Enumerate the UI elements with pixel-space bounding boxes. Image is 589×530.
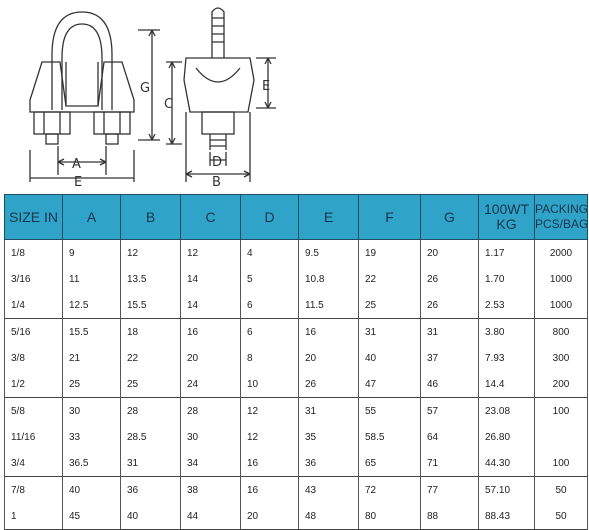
table-cell: 40 xyxy=(121,503,181,530)
table-cell: 28 xyxy=(121,398,181,425)
table-cell: 22 xyxy=(121,345,181,371)
table-cell: 1 xyxy=(5,503,63,530)
table-cell: 25 xyxy=(121,371,181,398)
table-cell: 26 xyxy=(299,371,359,398)
table-cell: 1000 xyxy=(535,292,588,319)
table-cell: 26.80 xyxy=(479,424,535,450)
table-cell: 10.8 xyxy=(299,266,359,292)
table-row xyxy=(5,477,588,504)
header-packing: PACKING PCS/BAG xyxy=(535,195,588,240)
table-cell: 22 xyxy=(359,266,421,292)
table-row xyxy=(5,292,588,319)
table-cell: 20 xyxy=(181,345,241,371)
table-cell: 31 xyxy=(421,319,479,346)
table-cell: 9 xyxy=(63,240,121,267)
specification-table-container xyxy=(4,194,587,524)
table-cell: 36.5 xyxy=(63,450,121,477)
table-cell: 15.5 xyxy=(63,319,121,346)
table-cell: 30 xyxy=(181,424,241,450)
table-cell: 47 xyxy=(359,371,421,398)
table-row xyxy=(5,450,588,477)
table-cell: 31 xyxy=(121,450,181,477)
table-cell: 20 xyxy=(241,503,299,530)
table-row xyxy=(5,240,588,267)
table-cell: 80 xyxy=(359,503,421,530)
table-cell: 1/4 xyxy=(5,292,63,319)
table-cell: 44.30 xyxy=(479,450,535,477)
table-cell: 5/16 xyxy=(5,319,63,346)
side-dim-c-label: C xyxy=(164,97,174,112)
table-cell: 36 xyxy=(299,450,359,477)
table-cell: 43 xyxy=(299,477,359,504)
table-cell: 11.5 xyxy=(299,292,359,319)
table-cell: 64 xyxy=(421,424,479,450)
table-row xyxy=(5,424,588,450)
table-cell: 2.53 xyxy=(479,292,535,319)
table-cell: 7/8 xyxy=(5,477,63,504)
header-d: D xyxy=(241,195,299,240)
header-size: SIZE IN xyxy=(5,195,63,240)
table-row xyxy=(5,371,588,398)
table-cell: 18 xyxy=(121,319,181,346)
header-a: A xyxy=(63,195,121,240)
table-row xyxy=(5,266,588,292)
table-cell: 46 xyxy=(421,371,479,398)
table-cell: 25 xyxy=(359,292,421,319)
table-cell: 16 xyxy=(241,477,299,504)
table-cell: 40 xyxy=(63,477,121,504)
side-dim-b-label: B xyxy=(212,175,221,190)
table-row xyxy=(5,503,588,530)
table-cell: 2000 xyxy=(535,240,588,267)
table-cell: 16 xyxy=(299,319,359,346)
table-cell: 100 xyxy=(535,398,588,425)
table-cell: 48 xyxy=(299,503,359,530)
table-cell: 23.08 xyxy=(479,398,535,425)
table-header-row xyxy=(5,195,588,240)
header-weight: 100WT KG xyxy=(479,195,535,240)
table-cell: 19 xyxy=(359,240,421,267)
table-cell: 5 xyxy=(241,266,299,292)
table-cell: 38 xyxy=(181,477,241,504)
table-cell: 28 xyxy=(181,398,241,425)
table-cell: 800 xyxy=(535,319,588,346)
specification-table xyxy=(4,194,588,530)
table-cell: 4 xyxy=(241,240,299,267)
table-cell: 45 xyxy=(63,503,121,530)
table-cell: 200 xyxy=(535,371,588,398)
table-cell: 1/2 xyxy=(5,371,63,398)
table-cell: 3/4 xyxy=(5,450,63,477)
table-cell: 6 xyxy=(241,319,299,346)
table-cell: 20 xyxy=(421,240,479,267)
table-cell: 33 xyxy=(63,424,121,450)
table-cell: 12.5 xyxy=(63,292,121,319)
table-cell: 3/8 xyxy=(5,345,63,371)
table-cell: 1/8 xyxy=(5,240,63,267)
table-cell: 26 xyxy=(421,292,479,319)
table-cell: 11/16 xyxy=(5,424,63,450)
side-dim-e-label: E xyxy=(262,79,271,94)
table-cell: 26 xyxy=(421,266,479,292)
table-cell: 57 xyxy=(421,398,479,425)
table-cell: 12 xyxy=(181,240,241,267)
table-cell: 40 xyxy=(359,345,421,371)
table-cell: 65 xyxy=(359,450,421,477)
table-cell: 6 xyxy=(241,292,299,319)
table-cell: 15.5 xyxy=(121,292,181,319)
table-cell: 21 xyxy=(63,345,121,371)
table-cell: 88.43 xyxy=(479,503,535,530)
table-cell: 44 xyxy=(181,503,241,530)
table-cell: 300 xyxy=(535,345,588,371)
table-cell: 10 xyxy=(241,371,299,398)
table-body xyxy=(5,240,588,530)
table-cell: 12 xyxy=(241,398,299,425)
table-cell: 5/8 xyxy=(5,398,63,425)
front-dim-a-label: A xyxy=(72,157,81,172)
header-e: E xyxy=(299,195,359,240)
table-cell: 16 xyxy=(181,319,241,346)
table-cell: 11 xyxy=(63,266,121,292)
table-cell: 20 xyxy=(299,345,359,371)
table-cell: 50 xyxy=(535,503,588,530)
table-cell: 7.93 xyxy=(479,345,535,371)
table-row xyxy=(5,319,588,346)
header-b: B xyxy=(121,195,181,240)
table-cell: 58.5 xyxy=(359,424,421,450)
table-cell: 30 xyxy=(63,398,121,425)
table-cell: 24 xyxy=(181,371,241,398)
table-cell: 34 xyxy=(181,450,241,477)
table-cell: 35 xyxy=(299,424,359,450)
table-cell: 31 xyxy=(359,319,421,346)
table-cell: 77 xyxy=(421,477,479,504)
front-view-drawing xyxy=(30,12,160,182)
front-dim-g-label: G xyxy=(140,81,151,96)
table-cell: 72 xyxy=(359,477,421,504)
table-cell: 25 xyxy=(63,371,121,398)
header-f: F xyxy=(359,195,421,240)
table-cell: 57.10 xyxy=(479,477,535,504)
table-row xyxy=(5,398,588,425)
header-g: G xyxy=(421,195,479,240)
header-c: C xyxy=(181,195,241,240)
wire-rope-clip-diagram xyxy=(0,0,589,190)
table-cell: 55 xyxy=(359,398,421,425)
table-cell: 1000 xyxy=(535,266,588,292)
table-cell: 31 xyxy=(299,398,359,425)
table-cell: 14 xyxy=(181,266,241,292)
table-cell: 36 xyxy=(121,477,181,504)
side-dim-d-label: D xyxy=(212,155,223,170)
table-cell: 37 xyxy=(421,345,479,371)
table-cell: 3/16 xyxy=(5,266,63,292)
table-cell: 8 xyxy=(241,345,299,371)
table-cell: 28.5 xyxy=(121,424,181,450)
table-cell: 88 xyxy=(421,503,479,530)
table-cell: 13.5 xyxy=(121,266,181,292)
front-dim-e-label: E xyxy=(74,175,83,190)
table-cell: 16 xyxy=(241,450,299,477)
table-row xyxy=(5,345,588,371)
table-cell: 100 xyxy=(535,450,588,477)
table-cell xyxy=(535,424,588,450)
table-cell: 14 xyxy=(181,292,241,319)
table-cell: 14.4 xyxy=(479,371,535,398)
table-cell: 71 xyxy=(421,450,479,477)
table-cell: 3.80 xyxy=(479,319,535,346)
table-cell: 12 xyxy=(121,240,181,267)
table-cell: 50 xyxy=(535,477,588,504)
table-cell: 1.17 xyxy=(479,240,535,267)
table-cell: 9.5 xyxy=(299,240,359,267)
table-cell: 1.70 xyxy=(479,266,535,292)
table-cell: 12 xyxy=(241,424,299,450)
